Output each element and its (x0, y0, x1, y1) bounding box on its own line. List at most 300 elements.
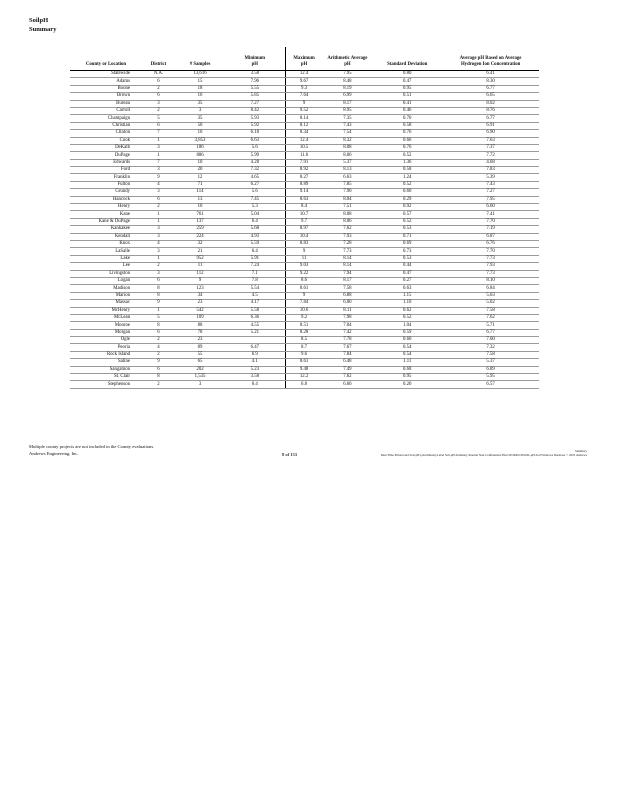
hion-ph-cell: 7.73 (442, 255, 539, 262)
min-ph-cell: 4.1 (225, 359, 285, 366)
hion-ph-cell: 5.71 (442, 322, 539, 329)
min-ph-cell: 5.93 (225, 115, 285, 122)
county-cell: Logan (70, 277, 142, 284)
district-cell: 5 (142, 314, 175, 321)
column-header: Arithmetic Average pH (323, 47, 373, 71)
max-ph-cell: 10.7 (285, 211, 323, 218)
district-cell: 3 (142, 100, 175, 107)
min-ph-cell: 7.27 (225, 100, 285, 107)
max-ph-cell: 8.61 (285, 285, 323, 292)
std-dev-cell: 0.63 (372, 285, 442, 292)
samples-cell: 259 (175, 226, 225, 233)
std-dev-cell: 0.76 (372, 144, 442, 151)
samples-cell: 35 (175, 100, 225, 107)
column-header: Minimum pH (225, 47, 285, 71)
county-cell: Cook (70, 137, 142, 144)
min-ph-cell: 6.4 (225, 381, 285, 388)
samples-cell: 137 (175, 218, 225, 225)
max-ph-cell: 8.12 (285, 122, 323, 129)
samples-cell: 15 (175, 78, 225, 85)
table-row (70, 366, 539, 373)
std-dev-cell: 0.52 (372, 314, 442, 321)
table-row (70, 337, 539, 344)
avg-ph-cell: 8.06 (323, 152, 373, 159)
hion-ph-cell: 5.02 (442, 300, 539, 307)
std-dev-cell: 0.71 (372, 233, 442, 240)
std-dev-cell: 0.76 (372, 130, 442, 137)
avg-ph-cell: 8.06 (323, 218, 373, 225)
samples-cell: 50 (175, 122, 225, 129)
district-cell: 6 (142, 78, 175, 85)
county-cell: Saline (70, 359, 142, 366)
max-ph-cell: 7.64 (285, 93, 323, 100)
hion-ph-cell: 6.65 (442, 93, 539, 100)
samples-cell: 11 (175, 263, 225, 270)
district-cell: 3 (142, 248, 175, 255)
samples-cell: 16 (175, 93, 225, 100)
county-cell: Kane & DuPage (70, 218, 142, 225)
avg-ph-cell: 7.95 (323, 71, 373, 78)
district-cell: 2 (142, 85, 175, 92)
avg-ph-cell: 7.35 (323, 115, 373, 122)
table-row (70, 167, 539, 174)
county-cell: Stephenson (70, 381, 142, 388)
county-cell: Massac (70, 300, 142, 307)
max-ph-cell: 8.27 (285, 174, 323, 181)
footer-file-info (381, 449, 587, 458)
min-ph-cell: 5.91 (225, 255, 285, 262)
std-dev-cell: 1.24 (372, 174, 442, 181)
county-cell: DuPage (70, 152, 142, 159)
district-cell: 1 (142, 255, 175, 262)
table-row (70, 100, 539, 107)
county-cell: Carroll (70, 107, 142, 114)
std-dev-cell: 0.52 (372, 181, 442, 188)
samples-cell: 18 (175, 85, 225, 92)
samples-cell: 55 (175, 351, 225, 358)
avg-ph-cell: 7.58 (323, 285, 373, 292)
avg-ph-cell: 6.48 (323, 359, 373, 366)
hion-ph-cell: 7.73 (442, 270, 539, 277)
footer-right-line2: Date/Time Printed and Soil-pH-(attachment)-Label Soil-pH-Summary Internal Non-Confidential-Files\WORKS\DSOIL-pH-Soil Windows Database © 2025 Andrews (380, 453, 587, 458)
county-cell: Rock Island (70, 351, 142, 358)
county-cell: DeKalb (70, 144, 142, 151)
county-cell: Marion (70, 292, 142, 299)
samples-cell: 23 (175, 300, 225, 307)
column-header: County or Location (70, 47, 142, 71)
max-ph-cell: 8.97 (285, 226, 323, 233)
table-row (70, 211, 539, 218)
avg-ph-cell: 8.04 (323, 196, 373, 203)
avg-ph-cell: 8.11 (323, 307, 373, 314)
max-ph-cell: 8.14 (285, 115, 323, 122)
hion-ph-cell: 7.32 (442, 344, 539, 351)
min-ph-cell: 4.93 (225, 233, 285, 240)
avg-ph-cell: 7.51 (323, 204, 373, 211)
max-ph-cell: 8.89 (285, 181, 323, 188)
std-dev-cell: 0.62 (372, 307, 442, 314)
table-row (70, 322, 539, 329)
samples-cell: 3,853 (175, 137, 225, 144)
district-cell: 4 (142, 240, 175, 247)
avg-ph-cell: 8.08 (323, 211, 373, 218)
samples-cell: 123 (175, 285, 225, 292)
hion-ph-cell: 6.41 (442, 71, 539, 78)
column-header: Standard Deviation (372, 47, 442, 71)
samples-cell: 13 (175, 196, 225, 203)
max-ph-cell: 11.6 (285, 152, 323, 159)
hion-ph-cell: 8.02 (442, 100, 539, 107)
table-row (70, 93, 539, 100)
table-row (70, 189, 539, 196)
avg-ph-cell: 8.13 (323, 167, 373, 174)
std-dev-cell: 0.29 (372, 196, 442, 203)
column-header: # Samples (175, 47, 225, 71)
min-ph-cell: 5.99 (225, 152, 285, 159)
std-dev-cell: 0.60 (372, 337, 442, 344)
county-cell: Boone (70, 85, 142, 92)
hion-ph-cell: 5.95 (442, 374, 539, 381)
min-ph-cell: 6.9 (225, 351, 285, 358)
table-row (70, 137, 539, 144)
min-ph-cell: 6.4 (225, 218, 285, 225)
district-cell: 3 (142, 167, 175, 174)
std-dev-cell: 0.68 (372, 366, 442, 373)
max-ph-cell: 12.4 (285, 71, 323, 78)
max-ph-cell: 8.6 (285, 277, 323, 284)
samples-cell: 1,535 (175, 374, 225, 381)
min-ph-cell: 6.36 (225, 314, 285, 321)
samples-cell: 10 (175, 130, 225, 137)
avg-ph-cell: 6.60 (323, 381, 373, 388)
samples-cell: 886 (175, 152, 225, 159)
county-cell: Madison (70, 285, 142, 292)
min-ph-cell: 7.1 (225, 270, 285, 277)
std-dev-cell: 0.73 (372, 248, 442, 255)
county-cell: Henry (70, 204, 142, 211)
footer-note: Multiple county projects are not included in the County evaluations. (29, 444, 155, 449)
hion-ph-cell: 7.93 (442, 263, 539, 270)
county-cell: Adams (70, 78, 142, 85)
std-dev-cell: 0.44 (372, 263, 442, 270)
min-ph-cell: 5.6 (225, 144, 285, 151)
county-cell: Edwards (70, 159, 142, 166)
table-row (70, 270, 539, 277)
min-ph-cell: 3.58 (225, 71, 285, 78)
district-cell: 6 (142, 122, 175, 129)
max-ph-cell: 9 (285, 292, 323, 299)
footer-right-line1: Summary (574, 449, 587, 453)
district-cell: 9 (142, 300, 175, 307)
table-row (70, 71, 539, 78)
std-dev-cell: 0.53 (372, 226, 442, 233)
std-dev-cell: 0.60 (372, 189, 442, 196)
county-cell: McLean (70, 314, 142, 321)
std-dev-cell: 0.58 (372, 167, 442, 174)
report-title: SoilpH (29, 17, 49, 24)
table-row (70, 107, 539, 114)
county-cell: Monroe (70, 322, 142, 329)
std-dev-cell: 0.70 (372, 115, 442, 122)
min-ph-cell: 5.3 (225, 204, 285, 211)
max-ph-cell: 8.51 (285, 322, 323, 329)
hion-ph-cell: 7.63 (442, 137, 539, 144)
max-ph-cell: 10.5 (285, 144, 323, 151)
avg-ph-cell: 7.94 (323, 270, 373, 277)
max-ph-cell: 8.83 (285, 240, 323, 247)
min-ph-cell: 5.23 (225, 366, 285, 373)
hion-ph-cell: 6.77 (442, 85, 539, 92)
hion-ph-cell: 6.87 (442, 233, 539, 240)
samples-cell: 20 (175, 167, 225, 174)
std-dev-cell: 0.41 (372, 100, 442, 107)
max-ph-cell: 9.52 (285, 107, 323, 114)
district-cell: 1 (142, 218, 175, 225)
district-cell: 3 (142, 233, 175, 240)
std-dev-cell: 0.54 (372, 344, 442, 351)
hion-ph-cell: 8.30 (442, 78, 539, 85)
hion-ph-cell: 7.58 (442, 307, 539, 314)
hion-ph-cell: 7.43 (442, 181, 539, 188)
table-row (70, 226, 539, 233)
samples-cell: 34 (175, 292, 225, 299)
std-dev-cell: 0.59 (372, 329, 442, 336)
std-dev-cell: 0.95 (372, 85, 442, 92)
district-cell: 6 (142, 366, 175, 373)
hion-ph-cell: 7.60 (442, 337, 539, 344)
hion-ph-cell: 6.77 (442, 115, 539, 122)
samples-cell: 3 (175, 381, 225, 388)
hion-ph-cell: 7.70 (442, 218, 539, 225)
min-ph-cell: 5.21 (225, 329, 285, 336)
samples-cell: 224 (175, 233, 225, 240)
avg-ph-cell: 6.99 (323, 93, 373, 100)
std-dev-cell: 0.47 (372, 270, 442, 277)
max-ph-cell: 9.6 (285, 351, 323, 358)
district-cell: 1 (142, 137, 175, 144)
samples-cell: 21 (175, 248, 225, 255)
column-header: District (142, 47, 175, 71)
max-ph-cell: 9.7 (285, 218, 323, 225)
district-cell: 3 (142, 270, 175, 277)
footer-notes (29, 444, 154, 458)
max-ph-cell: 9.2 (285, 314, 323, 321)
table-row (70, 204, 539, 211)
min-ph-cell: 3.58 (225, 374, 285, 381)
table-row (70, 78, 539, 85)
min-ph-cell: 6.63 (225, 137, 285, 144)
footer-company: Andrews Engineering, Inc. (29, 450, 79, 456)
std-dev-cell: 0.80 (372, 71, 442, 78)
max-ph-cell: 7.91 (285, 159, 323, 166)
std-dev-cell: 0.69 (372, 240, 442, 247)
samples-cell: 186 (175, 144, 225, 151)
min-ph-cell: 4.5 (225, 292, 285, 299)
table-row (70, 181, 539, 188)
county-cell: Bureau (70, 100, 142, 107)
district-cell: 6 (142, 93, 175, 100)
district-cell: 3 (142, 226, 175, 233)
district-cell: 8 (142, 374, 175, 381)
table-row (70, 196, 539, 203)
samples-cell: 3 (175, 107, 225, 114)
hion-ph-cell: 7.41 (442, 211, 539, 218)
std-dev-cell: 0.53 (372, 255, 442, 262)
table-row (70, 115, 539, 122)
county-cell: Sangamon (70, 366, 142, 373)
min-ph-cell: 4.28 (225, 159, 285, 166)
county-cell: Fulton (70, 181, 142, 188)
hion-ph-cell: 6.91 (442, 122, 539, 129)
avg-ph-cell: 8.48 (323, 78, 373, 85)
district-cell: 8 (142, 285, 175, 292)
min-ph-cell: 7.45 (225, 196, 285, 203)
table-row (70, 159, 539, 166)
max-ph-cell: 10.6 (285, 307, 323, 314)
max-ph-cell: 8.4 (285, 204, 323, 211)
samples-cell: 112 (175, 270, 225, 277)
hion-ph-cell: 7.37 (442, 144, 539, 151)
samples-cell: 35 (175, 115, 225, 122)
table-row (70, 344, 539, 351)
district-cell: 3 (142, 144, 175, 151)
max-ph-cell: 9.3 (285, 85, 323, 92)
max-ph-cell: 10.4 (285, 233, 323, 240)
district-cell: 6 (142, 329, 175, 336)
avg-ph-cell: 7.93 (323, 233, 373, 240)
min-ph-cell: 8.42 (225, 107, 285, 114)
max-ph-cell: 7.84 (285, 300, 323, 307)
county-cell: Grundy (70, 189, 142, 196)
std-dev-cell: 1.10 (372, 300, 442, 307)
max-ph-cell: 9 (285, 100, 323, 107)
max-ph-cell: 9.67 (285, 78, 323, 85)
district-cell: 8 (142, 322, 175, 329)
std-dev-cell: 1.36 (372, 159, 442, 166)
std-dev-cell: 0.52 (372, 152, 442, 159)
min-ph-cell: 7.32 (225, 167, 285, 174)
column-header: Average pH Based on Average Hydrogen Ion Concentration (442, 47, 539, 71)
county-cell: Brown (70, 93, 142, 100)
table-row (70, 359, 539, 366)
min-ph-cell: 6.27 (225, 181, 285, 188)
avg-ph-cell: 7.84 (323, 351, 373, 358)
county-cell: Kankakee (70, 226, 142, 233)
district-cell: 9 (142, 359, 175, 366)
avg-ph-cell: 7.85 (323, 181, 373, 188)
samples-cell: 12 (175, 174, 225, 181)
table-header-row (70, 47, 539, 71)
max-ph-cell: 8.5 (285, 337, 323, 344)
county-cell: Lake (70, 255, 142, 262)
table-row (70, 292, 539, 299)
max-ph-cell: 8.61 (285, 359, 323, 366)
avg-ph-cell: 7.62 (323, 374, 373, 381)
min-ph-cell: 6.4 (225, 248, 285, 255)
hion-ph-cell: 7.27 (442, 189, 539, 196)
min-ph-cell: 5.04 (225, 211, 285, 218)
avg-ph-cell: 7.98 (323, 314, 373, 321)
avg-ph-cell: 6.63 (323, 174, 373, 181)
table-row (70, 277, 539, 284)
max-ph-cell: 8.63 (285, 196, 323, 203)
avg-ph-cell: 7.90 (323, 189, 373, 196)
samples-cell: 109 (175, 314, 225, 321)
hion-ph-cell: 6.89 (442, 366, 539, 373)
avg-ph-cell: 5.37 (323, 159, 373, 166)
samples-cell: 202 (175, 366, 225, 373)
table-row (70, 122, 539, 129)
table-row (70, 248, 539, 255)
samples-cell: 10 (175, 204, 225, 211)
min-ph-cell: 5.68 (225, 226, 285, 233)
samples-cell: 89 (175, 344, 225, 351)
max-ph-cell: 9.03 (285, 263, 323, 270)
std-dev-cell: 0.54 (372, 351, 442, 358)
district-cell: 1 (142, 211, 175, 218)
samples-cell: 23 (175, 337, 225, 344)
avg-ph-cell: 8.95 (323, 107, 373, 114)
min-ph-cell: 5.6 (225, 189, 285, 196)
max-ph-cell: 6.8 (285, 381, 323, 388)
county-cell: Morgan (70, 329, 142, 336)
min-ph-cell: 4.55 (225, 322, 285, 329)
std-dev-cell: 1.15 (372, 292, 442, 299)
hion-ph-cell: 7.83 (442, 167, 539, 174)
hion-ph-cell: 7.95 (442, 196, 539, 203)
samples-cell: 542 (175, 307, 225, 314)
district-cell: 5 (142, 115, 175, 122)
std-dev-cell: 0.27 (372, 277, 442, 284)
district-cell: N.A. (142, 71, 175, 78)
county-cell: Peoria (70, 344, 142, 351)
county-cell: Champaign (70, 115, 142, 122)
max-ph-cell: 11 (285, 255, 323, 262)
max-ph-cell: 9.48 (285, 366, 323, 373)
min-ph-cell: 5.55 (225, 85, 285, 92)
avg-ph-cell: 8.17 (323, 100, 373, 107)
samples-cell: 9 (175, 277, 225, 284)
district-cell: 2 (142, 381, 175, 388)
report-title-block (29, 16, 56, 34)
avg-ph-cell: 8.14 (323, 263, 373, 270)
std-dev-cell: 0.58 (372, 122, 442, 129)
table-row (70, 381, 539, 388)
avg-ph-cell: 7.04 (323, 322, 373, 329)
min-ph-cell: 5.58 (225, 307, 285, 314)
min-ph-cell: 5.59 (225, 240, 285, 247)
county-cell: Livingston (70, 270, 142, 277)
table-row (70, 144, 539, 151)
samples-cell: 13,616 (175, 71, 225, 78)
district-cell: 6 (142, 277, 175, 284)
district-cell: 2 (142, 337, 175, 344)
district-cell: 6 (142, 196, 175, 203)
hion-ph-cell: 5.37 (442, 359, 539, 366)
county-cell: Clinton (70, 130, 142, 137)
avg-ph-cell: 7.28 (323, 240, 373, 247)
min-ph-cell: 7.96 (225, 78, 285, 85)
avg-ph-cell: 7.78 (323, 337, 373, 344)
hion-ph-cell: 6.60 (442, 204, 539, 211)
table-row (70, 285, 539, 292)
table-row (70, 233, 539, 240)
county-cell: Kendall (70, 233, 142, 240)
table-row (70, 85, 539, 92)
county-cell: Ford (70, 167, 142, 174)
table-row (70, 152, 539, 159)
table-row (70, 314, 539, 321)
